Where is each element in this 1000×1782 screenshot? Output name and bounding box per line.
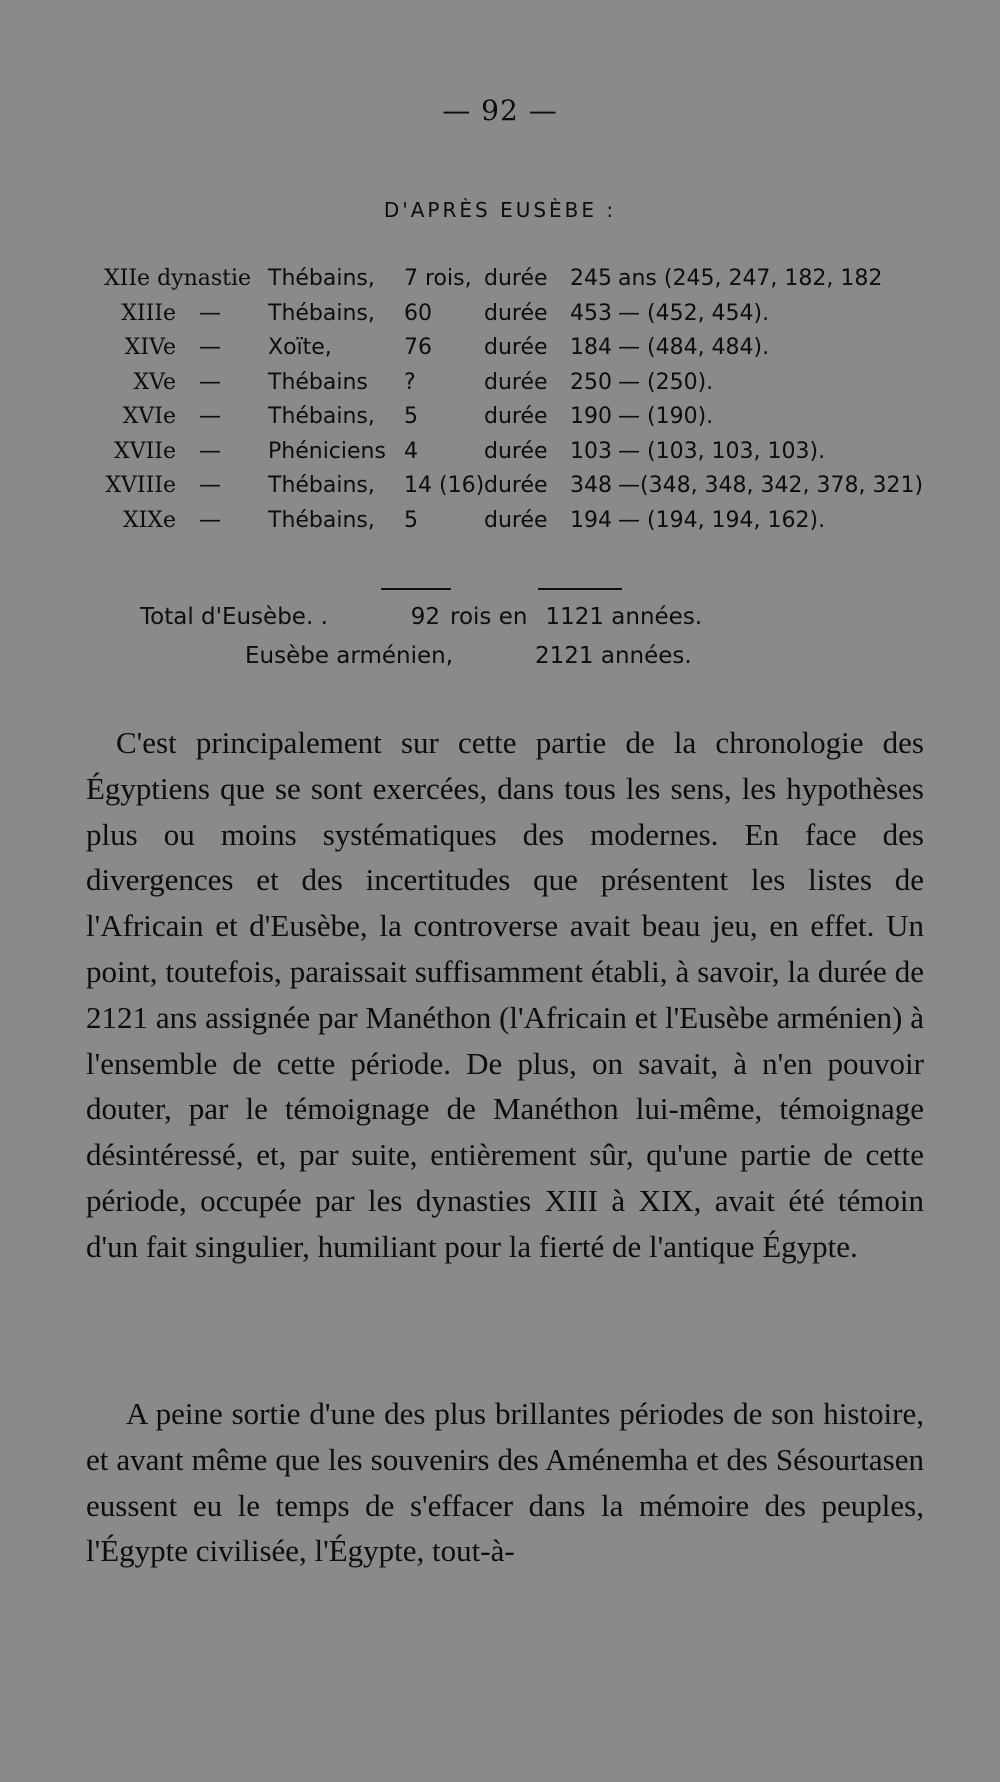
ditto-dash: — xyxy=(199,300,221,326)
table-row xyxy=(78,439,958,474)
dynasty-reigns: 4 xyxy=(404,438,418,464)
dynasty-number: XVIIe xyxy=(114,438,176,464)
dynasty-people: Thébains, xyxy=(268,300,375,326)
table-row xyxy=(78,301,958,336)
duration-value: 245 xyxy=(570,266,612,291)
total-eusebe xyxy=(140,604,702,630)
table-row xyxy=(78,473,958,508)
table-row xyxy=(78,370,958,405)
total-unit: rois en xyxy=(450,604,528,630)
page-number: — 92 — xyxy=(442,94,558,127)
ditto-dash: — xyxy=(199,335,221,360)
ditto-dash: — xyxy=(199,369,221,395)
dynasty-number: XIXe xyxy=(122,507,176,533)
dynasty-reigns: ? xyxy=(404,369,416,395)
sum-rule-years xyxy=(538,588,622,590)
duration-label: durée xyxy=(484,369,548,395)
dynasty-reigns: 60 xyxy=(404,300,432,326)
total-kings: 92 xyxy=(410,604,440,630)
duration-value: 184 xyxy=(570,335,612,360)
dynasty-people: Thébains, xyxy=(268,507,375,533)
dynasty-reigns: 76 xyxy=(404,335,432,360)
duration-value: 103 xyxy=(570,438,612,464)
duration-variants: — (250). xyxy=(618,369,714,395)
duration-label: durée xyxy=(484,438,548,464)
dynasty-reigns: 5 xyxy=(404,404,418,429)
table-row xyxy=(78,404,958,439)
duration-label: durée xyxy=(484,507,548,533)
dynasty-people: Phéniciens xyxy=(268,438,386,464)
ditto-dash: — xyxy=(199,404,221,429)
duration-variants: — (452, 454). xyxy=(618,300,770,326)
duration-value: 194 xyxy=(570,507,612,533)
dynasty-people: Xoïte, xyxy=(268,335,332,360)
ditto-dash: — xyxy=(199,438,221,464)
duration-label: durée xyxy=(484,404,548,429)
section-heading: D'APRÈS EUSÈBE : xyxy=(383,198,617,222)
table-row xyxy=(78,335,958,370)
dynasty-people: Thébains, xyxy=(268,266,375,291)
dynasty-reigns: 14 (16) xyxy=(404,473,485,498)
dynasty-people: Thébains xyxy=(268,369,368,395)
duration-variants: ans (245, 247, 182, 182 xyxy=(618,266,883,291)
table-row xyxy=(78,266,958,301)
duration-value: 250 xyxy=(570,369,612,395)
paragraph: A peine sortie d'une des plus brillantes périodes de son histoire, et avant même que les souvenirs des Aménemha et des Sésourtasen eussent eu le temps de s'effacer dans la mémoire des peuples, l'Égypte civilisée, l'Égypte, tout-à- xyxy=(86,1396,924,1569)
armenian-label: Eusèbe arménien, xyxy=(245,643,454,669)
dynasty-number: XIIe dynastie xyxy=(104,266,252,291)
total-years: 1121 années. xyxy=(545,604,703,630)
duration-variants: — (194, 194, 162). xyxy=(618,507,826,533)
duration-variants: — (103, 103, 103). xyxy=(618,438,826,464)
total-label: Total d'Eusèbe. . xyxy=(140,604,328,630)
duration-value: 190 xyxy=(570,404,612,429)
dynasty-reigns: 5 xyxy=(404,507,418,533)
duration-value: 453 xyxy=(570,300,612,326)
dynasty-table xyxy=(78,266,958,542)
sum-rules xyxy=(0,588,1000,590)
sum-rule-kings xyxy=(381,588,451,590)
duration-label: durée xyxy=(484,300,548,326)
duration-variants: —(348, 348, 342, 378, 321) xyxy=(618,473,924,498)
duration-label: durée xyxy=(484,335,548,360)
armenian-years: 2121 années. xyxy=(535,643,692,669)
duration-label: durée xyxy=(484,266,548,291)
dynasty-number: XVIe xyxy=(122,404,176,429)
table-row xyxy=(78,508,958,543)
paragraph: C'est principalement sur cette partie de la chronologie des Égyptiens que se sont exercées, dans tous les sens, les hypothèses plus ou moins systématiques des modernes. En face des divergences et des incertitudes que présentent les listes de l'Africain et d'Eusèbe, la controverse avait beau jeu, en effet. Un point, toutefois, paraissait suffisamment établi, à savoir, la durée de 2121 ans assignée par Manéthon (l'Africain et l'Eusèbe arménien) à l'ensemble de cette période. De plus, on savait, à n'en pouvoir douter, par le témoignage de Manéthon lui-même, témoignage désintéressé, et, par suite, entièrement sûr, qu'une partie de cette période, occupée par les dynasties XIII à XIX, avait été témoin d'un fait singulier, humiliant pour la fierté de l'antique Égypte. xyxy=(86,725,924,1264)
dynasty-number: XIIIe xyxy=(121,300,176,326)
dynasty-people: Thébains, xyxy=(268,404,375,429)
duration-variants: — (484, 484). xyxy=(618,335,770,360)
duration-value: 348 xyxy=(570,473,612,498)
dynasty-number: XVIIIe xyxy=(105,473,176,498)
total-armenian xyxy=(245,643,692,669)
duration-label: durée xyxy=(484,473,548,498)
dynasty-number: XIVe xyxy=(124,335,176,360)
ditto-dash: — xyxy=(199,473,221,498)
duration-variants: — (190). xyxy=(618,404,714,429)
ditto-dash: — xyxy=(199,507,221,533)
dynasty-reigns: 7 rois, xyxy=(404,266,472,291)
dynasty-people: Thébains, xyxy=(268,473,375,498)
dynasty-number: XVe xyxy=(133,369,176,395)
